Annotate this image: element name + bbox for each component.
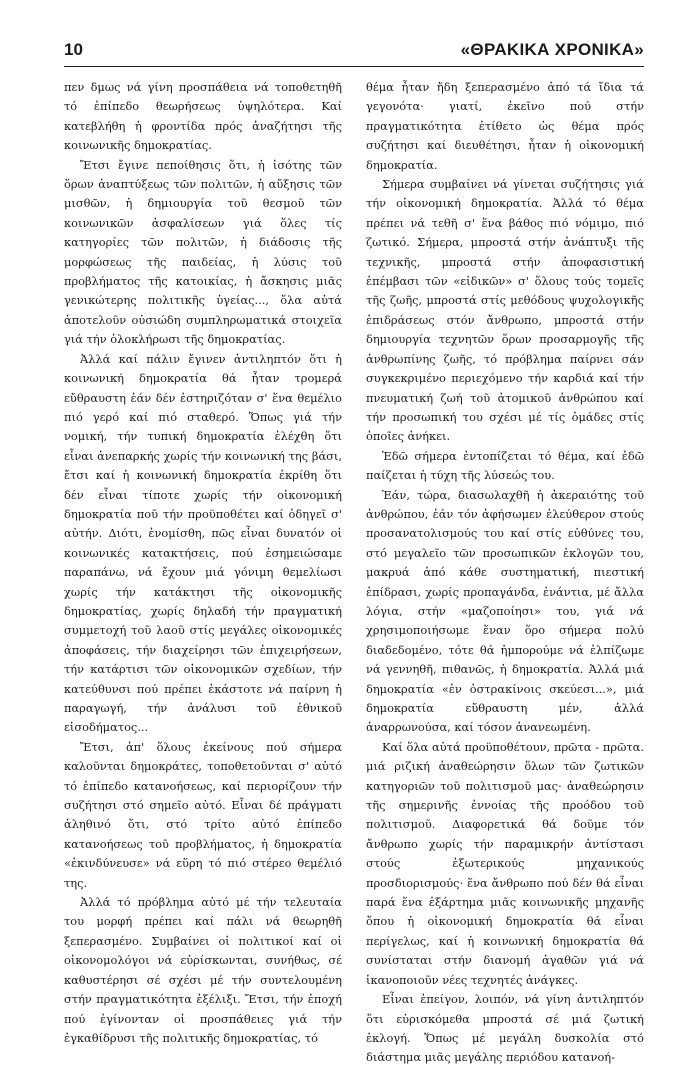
paragraph: Ἔτσι ἔγινε πεποίθησις ὅτι, ἡ ἰσότης τῶν ὅρων ἀναπτύξεως τῶν πολιτῶν, ἡ αὔξησις τῶν μισθῶν, ἡ δημιουργία τοῦ θεσμοῦ τῶν κοινωνικῶν ἀσφαλίσεων γιά ὅλες τίς κατηγορίες τῶν πολιτῶν, ἡ διάδοσις τῆς μορφώσεως τῆς παιδείας, ἡ λύσις τοῦ προβλήματος τῆς κατοικίας, ἡ ἄσκησις μιᾶς γενικώτερης πολιτικῆς ὑγείας..., ὅλα αὐτά ἀποτελοῦν οὐσιώδη συμπληρωματικά στοιχεῖα γιά τήν ὁλοκλήρωσι τῆς δημοκρατίας. [64, 157, 342, 347]
paragraph: θέμα ἦταν ἤδη ξεπερασμένο ἀπό τά ἴδια τά γεγονότα· γιατί, ἐκεῖνο πού στήν πραγματικότητα ἐτίθετο ὡς θέμα πρός συζήτησι καί διευθέτησι, ἦταν ἡ οἰκονομική δημοκρατία. [366, 80, 644, 172]
paragraph: Ἔτσι, ἀπ' ὅλους ἐκείνους πού σήμερα καλοῦνται δημοκράτες, τοποθετοῦνται σ' αὐτό τό ἐπίπεδο κατανοήσεως, καί περιορίζουν τήν συζήτησι στό σημεῖο αὐτό. Εἶναι δέ πράγματι ἀληθινό ὅτι, στό τρίτο αὐτό ἐπίπεδο κατανοήσεως τοῦ προβλήματος, ἡ δημοκρατία «ἐκινδύνευσε» νά εὕρη τό πιό στέρεο θεμέλιό της. [64, 739, 342, 890]
paragraph: Ἀλλά τό πρόβλημα αὐτό μέ τήν τελευταία του μορφή πρέπει καί πάλι νά θεωρηθῆ ξεπερασμένο. Συμβαίνει οἱ πολιτικοί καί οἱ οἰκονομολόγοι νά εὑρίσκωνται, συνήθως, σέ καθυστέρησι σέ σχέσι μέ τήν συντελουμένη στήν πραγματικότητα ἐξέλιξι. Ἔτσι, τήν ἐποχή πού ἐγίνονταν οἱ προσπάθειες γιά τήν ἐγκαθίδρυσι τῆς πολιτικῆς δημοκρατίας, τό [64, 895, 342, 1045]
paragraph: Ἐδῶ σήμερα ἐντοπίζεται τό θέμα, καί ἐδῶ παίζεται ἡ τύχη τῆς λύσεώς του. [366, 448, 644, 483]
paragraph: Ἐάν, τώρα, διασωλαχθῆ ἡ ἀκεραιότης τοῦ ἀνθρώπου, ἐάν τόν ἀφήσωμεν ἐλεύθερον στούς προσανατολισμούς του καί στίς εὐθύνες του, στό μεγαλεῖο τῶν προσωπικῶν ἐκλογῶν του, μακρυά ἀπό κάθε συστηματική, πιεστική ἐπίδρασι, χωρίς προπαγάνδα, ἐνάντια, μέ ἄλλα λόγια, στήν «μαζοποίησι» του, γιά νά χρησιμοποιήσωμε ἕναν ὅρο σήμερα πολύ διαδεδομένο, τότε θά ἠμπορούμε νά ἐλπίζωμε νά γεννηθῆ, πιθανῶς, ἡ δημοκρατία. Ἀλλά μιά δημοκρατία «ἐν ὀστρακίνοις σκεύεσι...», μιά δημοκρατία εὔθραυστη μέν, ἀλλά ἀναρρωνούσα, καί τόσον ἀνανεωμένη. [366, 487, 644, 735]
paragraph: Καί ὅλα αὐτά προϋποθέτουν, πρῶτα - πρῶτα. μιά ριζική ἀναθεώρησιν ὅλων τῶν ζωτικῶν κατηγοριῶν τοῦ πολιτισμοῦ μας· ἀναθεώρησιν τῆς σημερινῆς ἐννοίας τῆς προόδου τοῦ πολιτισμοῦ. Διαφορετικά θά δοῦμε τόν ἄνθρωπο χωρίς τήν παραμικρήν ἀντίστασι στούς ἐξωτερικούς μηχανικούς προσδιορισμούς· ἕνα ἄνθρωπο πού δέν θά εἶναι παρά ἕνα ἐξάρτημα μιᾶς κοινωνικῆς μηχανῆς ὅπου ἡ οἰκονομική δημοκρατία θά εἶναι περίγελως, καί ἡ κοινωνική δημοκρατία θά συνίσταται στήν διανομή ἀγαθῶν γιά νά ἱκανοποιοῦν νέες τεχνητές ἀνάγκες. [366, 739, 644, 987]
paragraph: Ἀλλά καί πάλιν ἔγινεν ἀντιληπτόν ὅτι ἡ κοινωνική δημοκρατία θά ἦταν τρομερά εὔθραυστη ἐάν δέν ἐστηριζόταν σ' ἕνα θεμέλιο πιό γερό καί πιό σταθερό. Ὅπως γιά τήν νομική, τήν τυπική δημοκρατία ἐλέχθη ὅτι εἶναι ἀνεπαρκής χωρίς τήν κοινωνική της βάσι, ἔτσι καί ἡ κοινωνική δημοκρατία ἐκρίθη ὅτι δέν εἶναι τίποτε χωρίς τήν οἰκονομική δημοκρατία ποῦ τήν προϋποθέτει καί ὁδηγεῖ σ' αὐτήν. Διότι, ἐνομίσθη, πῶς εἶναι δυνατόν οἱ κοινωνικές κατακτήσεις, πού ἐσημειώσαμε παραπάνω, νά ἔχουν μιά γόνιμη θεμελίωσι χωρίς τήν κατάκτησι τῆς οἰκονομικῆς δημοκρατίας, χωρίς δηλαδή τήν πραγματική συμμετοχή τοῦ λαοῦ στίς μεγάλες οἰκονομικές ἀποφάσεις, τήν διαχείρησι τῶν ἐπιχειρήσεων, τήν κατάρτισι τῶν οἰκονομικῶν σχεδίων, τήν κατεύθυνσι πού πρέπει ἑκάστοτε νά παίρνη ἡ παραγωγή, τήν ἀνάλυσι τοῦ ἐθνικοῦ εἰσοδήματος... [64, 351, 342, 735]
right-column [366, 78, 644, 1068]
paragraph: Σήμερα συμβαίνει νά γίνεται συζήτησις γιά τήν οἰκονομική δημοκρατία. Ἀλλά τό θέμα πρέπει νά τεθῆ σ' ἕνα βάθος πιό νόμιμο, πιό ζωτικό. Σήμερα, μπροστά στήν ἀνάπτυξι τῆς τεχνικῆς, μπροστά στήν ἀποφασιστική ἐπέμβασι τῶν «εἰδικῶν» σ' ὅλους τούς τομεῖς τῆς ζωῆς, μπροστά στίς μεθόδους ψυχολογικῆς ἐπιδράσεως στόν ἄνθρωπο, μπροστά στήν δημιουργία τεχνητῶν ὅρων προσαρμογῆς τῆς ἀνθρωπίνης ζωῆς, τό πρόβλημα παίρνει σάν συγκεκριμένο περιεχόμενο τήν καρδιά καί τήν πνευματική ζωή τοῦ ἀτομικοῦ ἀνθρώπου καί τήν προσωπική του σχέσι μέ τίς ὁμάδες στίς ὁποῖες ἀνήκει. [366, 177, 644, 444]
left-column [64, 78, 342, 1048]
running-header [64, 40, 644, 67]
paragraph: πεν δμως νά γίνη προσπάθεια νά τοποθετηθῆ τό ἐπίπεδο θεωρήσεως ὑψηλότερα. Καί κατεβλήθη ἡ φροντίδα πρός ἀναζήτησι τῆς κοινωνικῆς δημοκρατίας. [64, 80, 342, 153]
paragraph: Εἶναι ἐπείγον, λοιπόν, νά γίνη ἀντιληπτόν ὅτι εὑρισκόμεθα μπροστά σέ μιά ζωτική ἐκλογή. Ὅπως μέ μεγάλη δυσκολία στό διάστημα μιᾶς μεγάλης περιόδου κατανοή- [366, 992, 644, 1065]
journal-title: «ΘΡΑΚΙΚΑ ΧΡΟΝΙΚΑ» [460, 40, 644, 59]
page-number: 10 [64, 40, 83, 59]
